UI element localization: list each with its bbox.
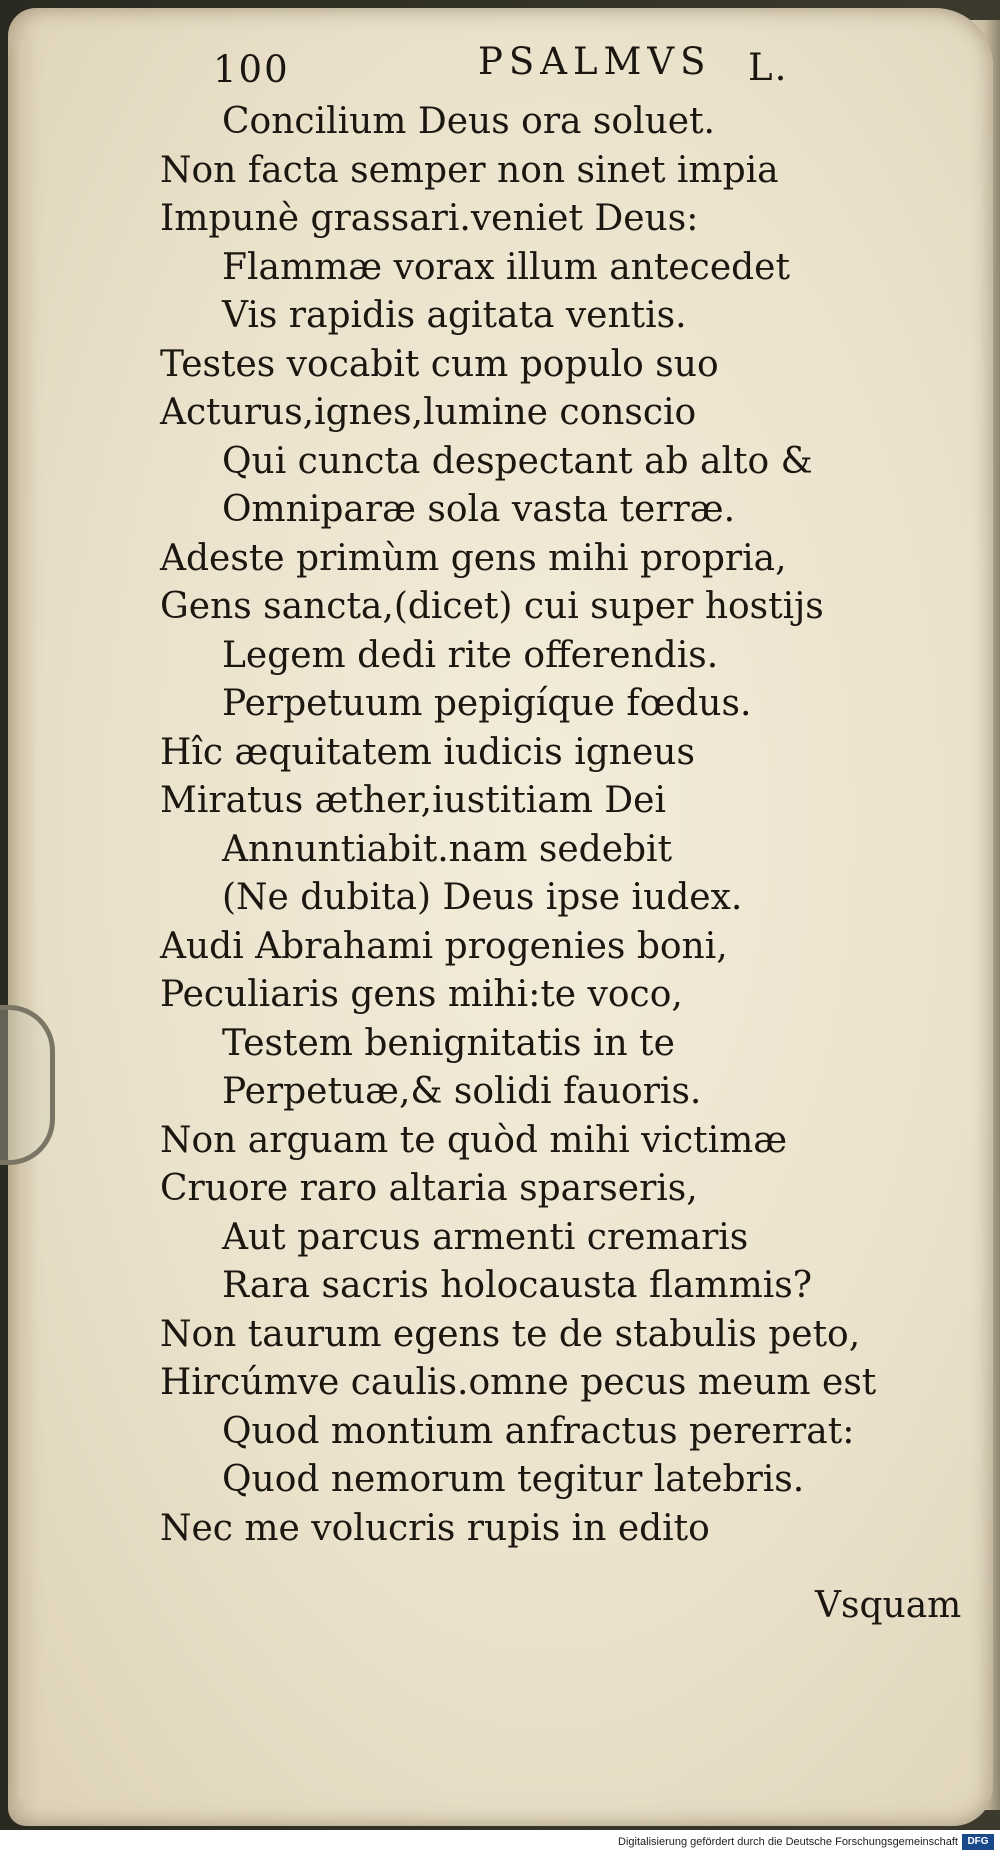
psalm-number: L.: [748, 46, 789, 89]
verse-line: Annuntiabit.nam sedebit: [222, 828, 673, 870]
verse-line: Gens sancta,(dicet) cui super hostijs: [160, 586, 824, 627]
verse-line: Perpetuæ,& solidi fauoris.: [222, 1071, 702, 1112]
running-head: [0, 40, 1000, 100]
verse-line: Testes vocabit cum populo suo: [160, 343, 719, 385]
verse-line: Quod nemorum tegitur latebris.: [222, 1459, 805, 1500]
verse-line: Non taurum egens te de stabulis peto,: [160, 1313, 861, 1355]
verse-line: Acturus,ignes,lumine conscio: [160, 392, 697, 433]
dfg-logo: DFG: [962, 1834, 994, 1850]
verse-text: [0, 98, 1000, 1553]
catchword: Vsquam: [815, 1585, 962, 1626]
verse-line: Audi Abrahami progenies boni,: [160, 925, 728, 967]
verse-line: Testem benignitatis in te: [222, 1022, 675, 1064]
verse-line: (Ne dubita) Deus ipse iudex.: [222, 877, 743, 918]
digitization-footer: [0, 1830, 1000, 1857]
verse-line: Non arguam te quòd mihi victimæ: [160, 1119, 788, 1161]
verse-line: Hircúmve caulis.omne pecus meum est: [160, 1362, 877, 1403]
verse-line: Nec me volucris rupis in edito: [160, 1507, 710, 1549]
verse-line: Miratus æther,iustitiam Dei: [160, 780, 666, 821]
verse-line: Non facta semper non sinet impia: [160, 149, 779, 191]
verse-line: Peculiaris gens mihi:te voco,: [160, 974, 683, 1015]
verse-line: Aut parcus armenti cremaris: [222, 1216, 749, 1258]
verse-line: Impunè grassari.veniet Deus:: [160, 198, 699, 239]
verse-line: Quod montium anfractus pererrat:: [222, 1410, 855, 1452]
verse-line: Legem dedi rite offerendis.: [222, 634, 719, 676]
verse-line: Vis rapidis agitata ventis.: [222, 295, 687, 336]
verse-line: Perpetuum pepigíque fœdus.: [222, 683, 752, 724]
funding-credit: Digitalisierung gefördert durch die Deutsche Forschungsgemeinschaft: [618, 1836, 958, 1848]
page-number: 100: [213, 48, 290, 91]
verse-line: Qui cuncta despectant ab alto &: [222, 440, 813, 482]
verse-line: Hîc æquitatem iudicis igneus: [160, 731, 695, 773]
verse-line: Adeste primùm gens mihi propria,: [160, 537, 787, 579]
running-title: PSALMVS: [478, 40, 712, 83]
verse-line: Rara sacris holocausta flammis?: [222, 1265, 812, 1306]
verse-line: Concilium Deus ora soluet.: [222, 101, 715, 142]
verse-line: Omniparæ sola vasta terræ.: [222, 489, 736, 530]
verse-line: Cruore raro altaria sparseris,: [160, 1168, 698, 1209]
verse-line: Flammæ vorax illum antecedet: [222, 246, 790, 288]
